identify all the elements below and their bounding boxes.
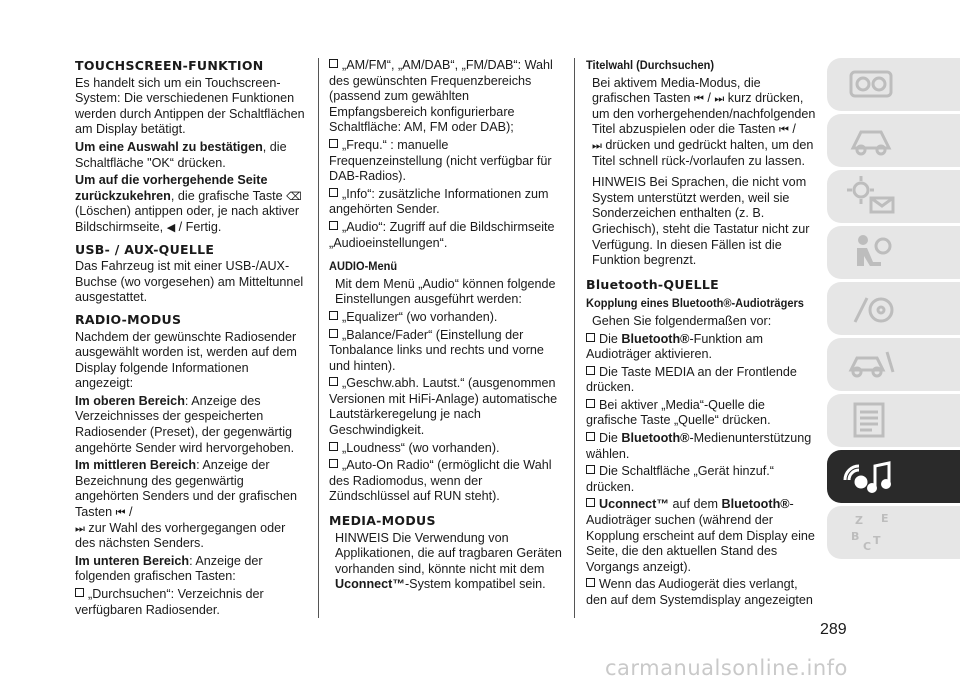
low-area-paragraph: [75, 554, 305, 585]
track-text-c: kurz drücken, um den vorhergehenden/nachfolgenden Titel abzuspielen oder die Tasten: [592, 91, 816, 137]
column-divider-1: [318, 58, 319, 618]
list-item-loudness: [329, 441, 565, 457]
step1-text-b: -Funktion am Audioträger aktivieren.: [586, 331, 763, 362]
car-breakdown-icon: [841, 342, 901, 387]
list-item-browse: [75, 587, 305, 618]
checkbox-bullet-icon: [329, 442, 338, 451]
track-text-a: Bei aktivem Media-Modus, die grafischen Tasten: [592, 75, 761, 106]
top-area-text: : Anzeige des Verzeichnisses der gespeicherten Radiosender (Preset), der gegenwärtig angehörte Sender wird hervorgehoben.: [75, 393, 295, 455]
checkbox-bullet-icon: [586, 399, 595, 408]
browse-text: „Durchsuchen“: Verzeichnis der verfügbaren Radiosender.: [75, 587, 264, 617]
list-item-speed: [329, 376, 565, 438]
list-item-step7: [586, 577, 816, 608]
step4-bold: Bluetooth®: [621, 431, 690, 446]
next-track-icon: ⏭: [714, 92, 725, 106]
list-item-info: [329, 187, 565, 218]
tab-sun-mail[interactable]: [827, 170, 960, 223]
mid-area-text-c: zur Wahl des vorhergegangen oder des nächsten Senders.: [75, 520, 286, 551]
next-track-icon: ⏭: [75, 521, 85, 535]
checkbox-bullet-icon: [329, 221, 338, 230]
checkbox-bullet-icon: [586, 432, 595, 441]
track-text-e: drücken und gedrückt halten, um den Titel schnell rück-/vorlaufen zu lassen.: [592, 137, 814, 168]
back-text-a: , die grafische Taste: [170, 188, 283, 203]
list-item-balance: [329, 328, 565, 375]
band-text: „AM/FM“, „AM/DAB“, „FM/DAB“: Wahl des gewünschten Frequenzbereichs (passend zum gewählten Empfangsbereich konfigurierbare Schaltfläche: AM, FM oder DAB);: [329, 58, 553, 135]
mid-area-text-a: : Anzeige der Bezeichnung des gegenwärtig angehörten Senders und der grafischen Tasten: [75, 458, 297, 520]
column-divider-2: [574, 58, 575, 618]
step1-bold: Bluetooth®: [621, 331, 690, 346]
previous-track-icon: ⏮: [115, 506, 126, 520]
document-list-icon: [841, 398, 901, 443]
media-note: [329, 531, 565, 593]
step6-text-a: auf dem: [672, 497, 718, 512]
track-heading: Titelwahl (Durchsuchen): [586, 58, 715, 72]
checkbox-bullet-icon: [586, 578, 595, 587]
checkbox-bullet-icon: [329, 459, 338, 468]
speed-text: „Geschw.abh. Lautst.“ (ausgenommen Versionen mit HiFi-Anlage) automatische Lautstärkeregelung je nach Geschwindigkeit.: [329, 376, 558, 438]
radio-heading: RADIO-MODUS: [75, 311, 182, 327]
pairing-intro: Gehen Sie folgendermaßen vor:: [592, 313, 772, 328]
step4-text-a: Die: [599, 431, 618, 446]
svg-text:Z: Z: [855, 514, 863, 527]
delete-key-icon: ⌫: [286, 189, 302, 203]
tab-alphabet-index[interactable]: [827, 506, 960, 559]
warning-lights-icon: [841, 118, 901, 163]
audio-text: „Audio“: Zugriff auf die Bildschirmseite „Audioeinstellungen“.: [329, 219, 555, 250]
list-item-step2: [586, 365, 816, 396]
track-text-d: /: [792, 122, 796, 137]
checkbox-bullet-icon: [329, 139, 338, 148]
airbag-seat-icon: [841, 230, 901, 275]
low-area-text: : Anzeige der folgenden grafischen Tasten:: [75, 553, 263, 584]
track-text-b: /: [707, 91, 711, 106]
usb-heading: USB- / AUX-QUELLE: [75, 241, 215, 257]
audio-menu-heading: AUDIO-Menü: [329, 259, 398, 274]
list-item-freq: [329, 138, 565, 185]
back-text-c: / Fertig.: [178, 219, 222, 234]
confirm-text: , die Schaltfläche "OK“ drücken.: [75, 139, 287, 170]
back-arrow-icon: ◀: [166, 220, 176, 234]
media-text-b: -System kompatibel sein.: [404, 577, 546, 592]
usb-text: Das Fahrzeug ist mit einer USB-/AUX-Buchse (wo vorgesehen) am Mitteltunnel ausgestattet.: [75, 259, 304, 305]
checkbox-bullet-icon: [329, 59, 338, 68]
info-text: „Info“: zusätzliche Informationen zum angehörten Sender.: [329, 186, 549, 217]
list-item-audio: [329, 220, 565, 251]
media-text-a: HINWEIS Die Verwendung von Applikationen, die auf tragbaren Geräten vorhanden sind, könnte nicht mit dem: [335, 530, 562, 576]
previous-track-icon: ⏮: [778, 123, 789, 137]
tab-multimedia[interactable]: [827, 450, 960, 503]
radio-intro: Nachdem der gewünschte Radiosender ausgewählt worden ist, werden auf dem Display folgende Informationen angezeigt:: [75, 329, 297, 391]
wrench-steering-icon: [841, 286, 901, 331]
tab-car-dashboard[interactable]: [827, 58, 960, 111]
pairing-heading: Kopplung eines Bluetooth®-Audioträgers: [586, 296, 804, 311]
media-heading: MEDIA-MODUS: [329, 513, 436, 529]
step6-bold-2: Bluetooth®: [721, 497, 790, 512]
previous-track-icon: ⏮: [693, 92, 704, 106]
tab-warning-lights[interactable]: [827, 114, 960, 167]
list-item-auto-on: [329, 458, 565, 505]
step6-bold-1: Uconnect™: [599, 497, 669, 512]
svg-text:T: T: [873, 534, 881, 547]
page-number: 289: [820, 621, 847, 638]
bluetooth-heading: Bluetooth-QUELLE: [586, 276, 719, 292]
step7-text: Wenn das Audiogerät dies verlangt, den auf dem Systemdisplay angezeigten: [586, 577, 813, 607]
list-item-step6: [586, 497, 816, 575]
back-text-b: (Löschen) antippen oder, je nach aktiver Bildschirmseite,: [75, 204, 300, 234]
low-area-label: Im unteren Bereich: [75, 553, 190, 568]
freq-text: „Frequ.“ : manuelle Frequenzeinstellung (nicht verfügbar für DAB-Radios).: [329, 137, 552, 184]
step1-text-a: Die: [599, 331, 618, 346]
list-item-step5: [586, 464, 816, 495]
list-item-eq: [329, 310, 565, 326]
confirm-paragraph: [75, 140, 305, 171]
eq-text: „Equalizer“ (wo vorhanden).: [342, 309, 498, 324]
tab-airbag-seat[interactable]: [827, 226, 960, 279]
svg-text:B: B: [851, 530, 860, 543]
checkbox-bullet-icon: [329, 329, 338, 338]
multimedia-icon: [841, 454, 901, 499]
checkbox-bullet-icon: [586, 465, 595, 474]
touchscreen-intro: Es handelt sich um ein Touchscreen-System: Die verschiedenen Funktionen werden durch Antippen der Schaltflächen am Display betätigt.: [75, 75, 305, 137]
list-item-band: [329, 58, 565, 136]
step4-text-b: -Medienunterstützung wählen.: [586, 431, 812, 461]
track-paragraph: [586, 76, 816, 170]
sun-mail-icon: [841, 174, 901, 219]
tab-car-breakdown[interactable]: [827, 338, 960, 391]
column-1: [75, 58, 305, 620]
next-track-icon: ⏭: [592, 138, 602, 152]
tab-document-list[interactable]: [827, 394, 960, 447]
checkbox-bullet-icon: [586, 366, 595, 375]
svg-text:C: C: [863, 540, 872, 553]
step5-text: Die Schaltfläche „Gerät hinzuf.“ drücken.: [586, 464, 774, 494]
checkbox-bullet-icon: [329, 311, 338, 320]
list-item-step1: [586, 332, 816, 363]
media-bold: Uconnect™: [335, 577, 405, 592]
svg-text:E: E: [881, 512, 889, 525]
mid-area-paragraph: [75, 458, 305, 552]
column-3: [586, 58, 816, 611]
back-paragraph: [75, 173, 305, 235]
mid-area-label: Im mittleren Bereich: [75, 458, 197, 473]
top-area-label: Im oberen Bereich: [75, 393, 185, 408]
touchscreen-heading: TOUCHSCREEN-FUNKTION: [75, 58, 264, 73]
list-item-step4: [586, 431, 816, 462]
checkbox-bullet-icon: [329, 188, 338, 197]
car-dashboard-icon: [841, 62, 901, 107]
checkbox-bullet-icon: [586, 498, 595, 507]
balance-text: „Balance/Fader“ (Einstellung der Tonbalance links und rechts und vorne und hinten).: [329, 327, 544, 373]
confirm-label: Um eine Auswahl zu bestätigen: [75, 139, 263, 154]
note-paragraph: HINWEIS Bei Sprachen, die nicht vom System unterstützt werden, weil sie Sonderzeichen enthalten (z. B. Griechisch), steht die Tastatur nicht zur Verfügung. In diesen Fällen ist die Funktion begrenzt.: [592, 175, 810, 268]
list-item-step3: [586, 398, 816, 429]
step3-text: Bei aktiver „Media“-Quelle die grafische Taste „Quelle“ drücken.: [586, 397, 771, 428]
checkbox-bullet-icon: [586, 333, 595, 342]
audio-menu-intro: Mit dem Menü „Audio“ können folgende Einstellungen ausgeführt werden:: [335, 276, 556, 307]
tab-wrench-steering[interactable]: [827, 282, 960, 335]
checkbox-bullet-icon: [75, 588, 84, 597]
auto-on-text: „Auto-On Radio“ (ermöglicht die Wahl des Radiomodus, wenn der Zündschlüssel auf RUN steht).: [329, 458, 552, 504]
alphabet-index-icon: [841, 510, 901, 555]
checkbox-bullet-icon: [329, 377, 338, 386]
top-area-paragraph: [75, 394, 305, 456]
mid-area-text-b: /: [129, 505, 133, 520]
loudness-text: „Loudness“ (wo vorhanden).: [342, 440, 500, 455]
step2-text: Die Taste MEDIA an der Frontlende drücken.: [586, 364, 797, 395]
column-2: [329, 58, 565, 595]
watermark: carmanualsonline.info: [605, 656, 848, 680]
step6-text-b: -Audioträger suchen (während der Kopplung erscheint auf dem Display eine Seite, die den aktuellen Stand des Vorgangs anzeigt).: [586, 497, 815, 574]
back-label: Um auf die vorhergehende Seite zurückzukehren: [75, 173, 268, 203]
